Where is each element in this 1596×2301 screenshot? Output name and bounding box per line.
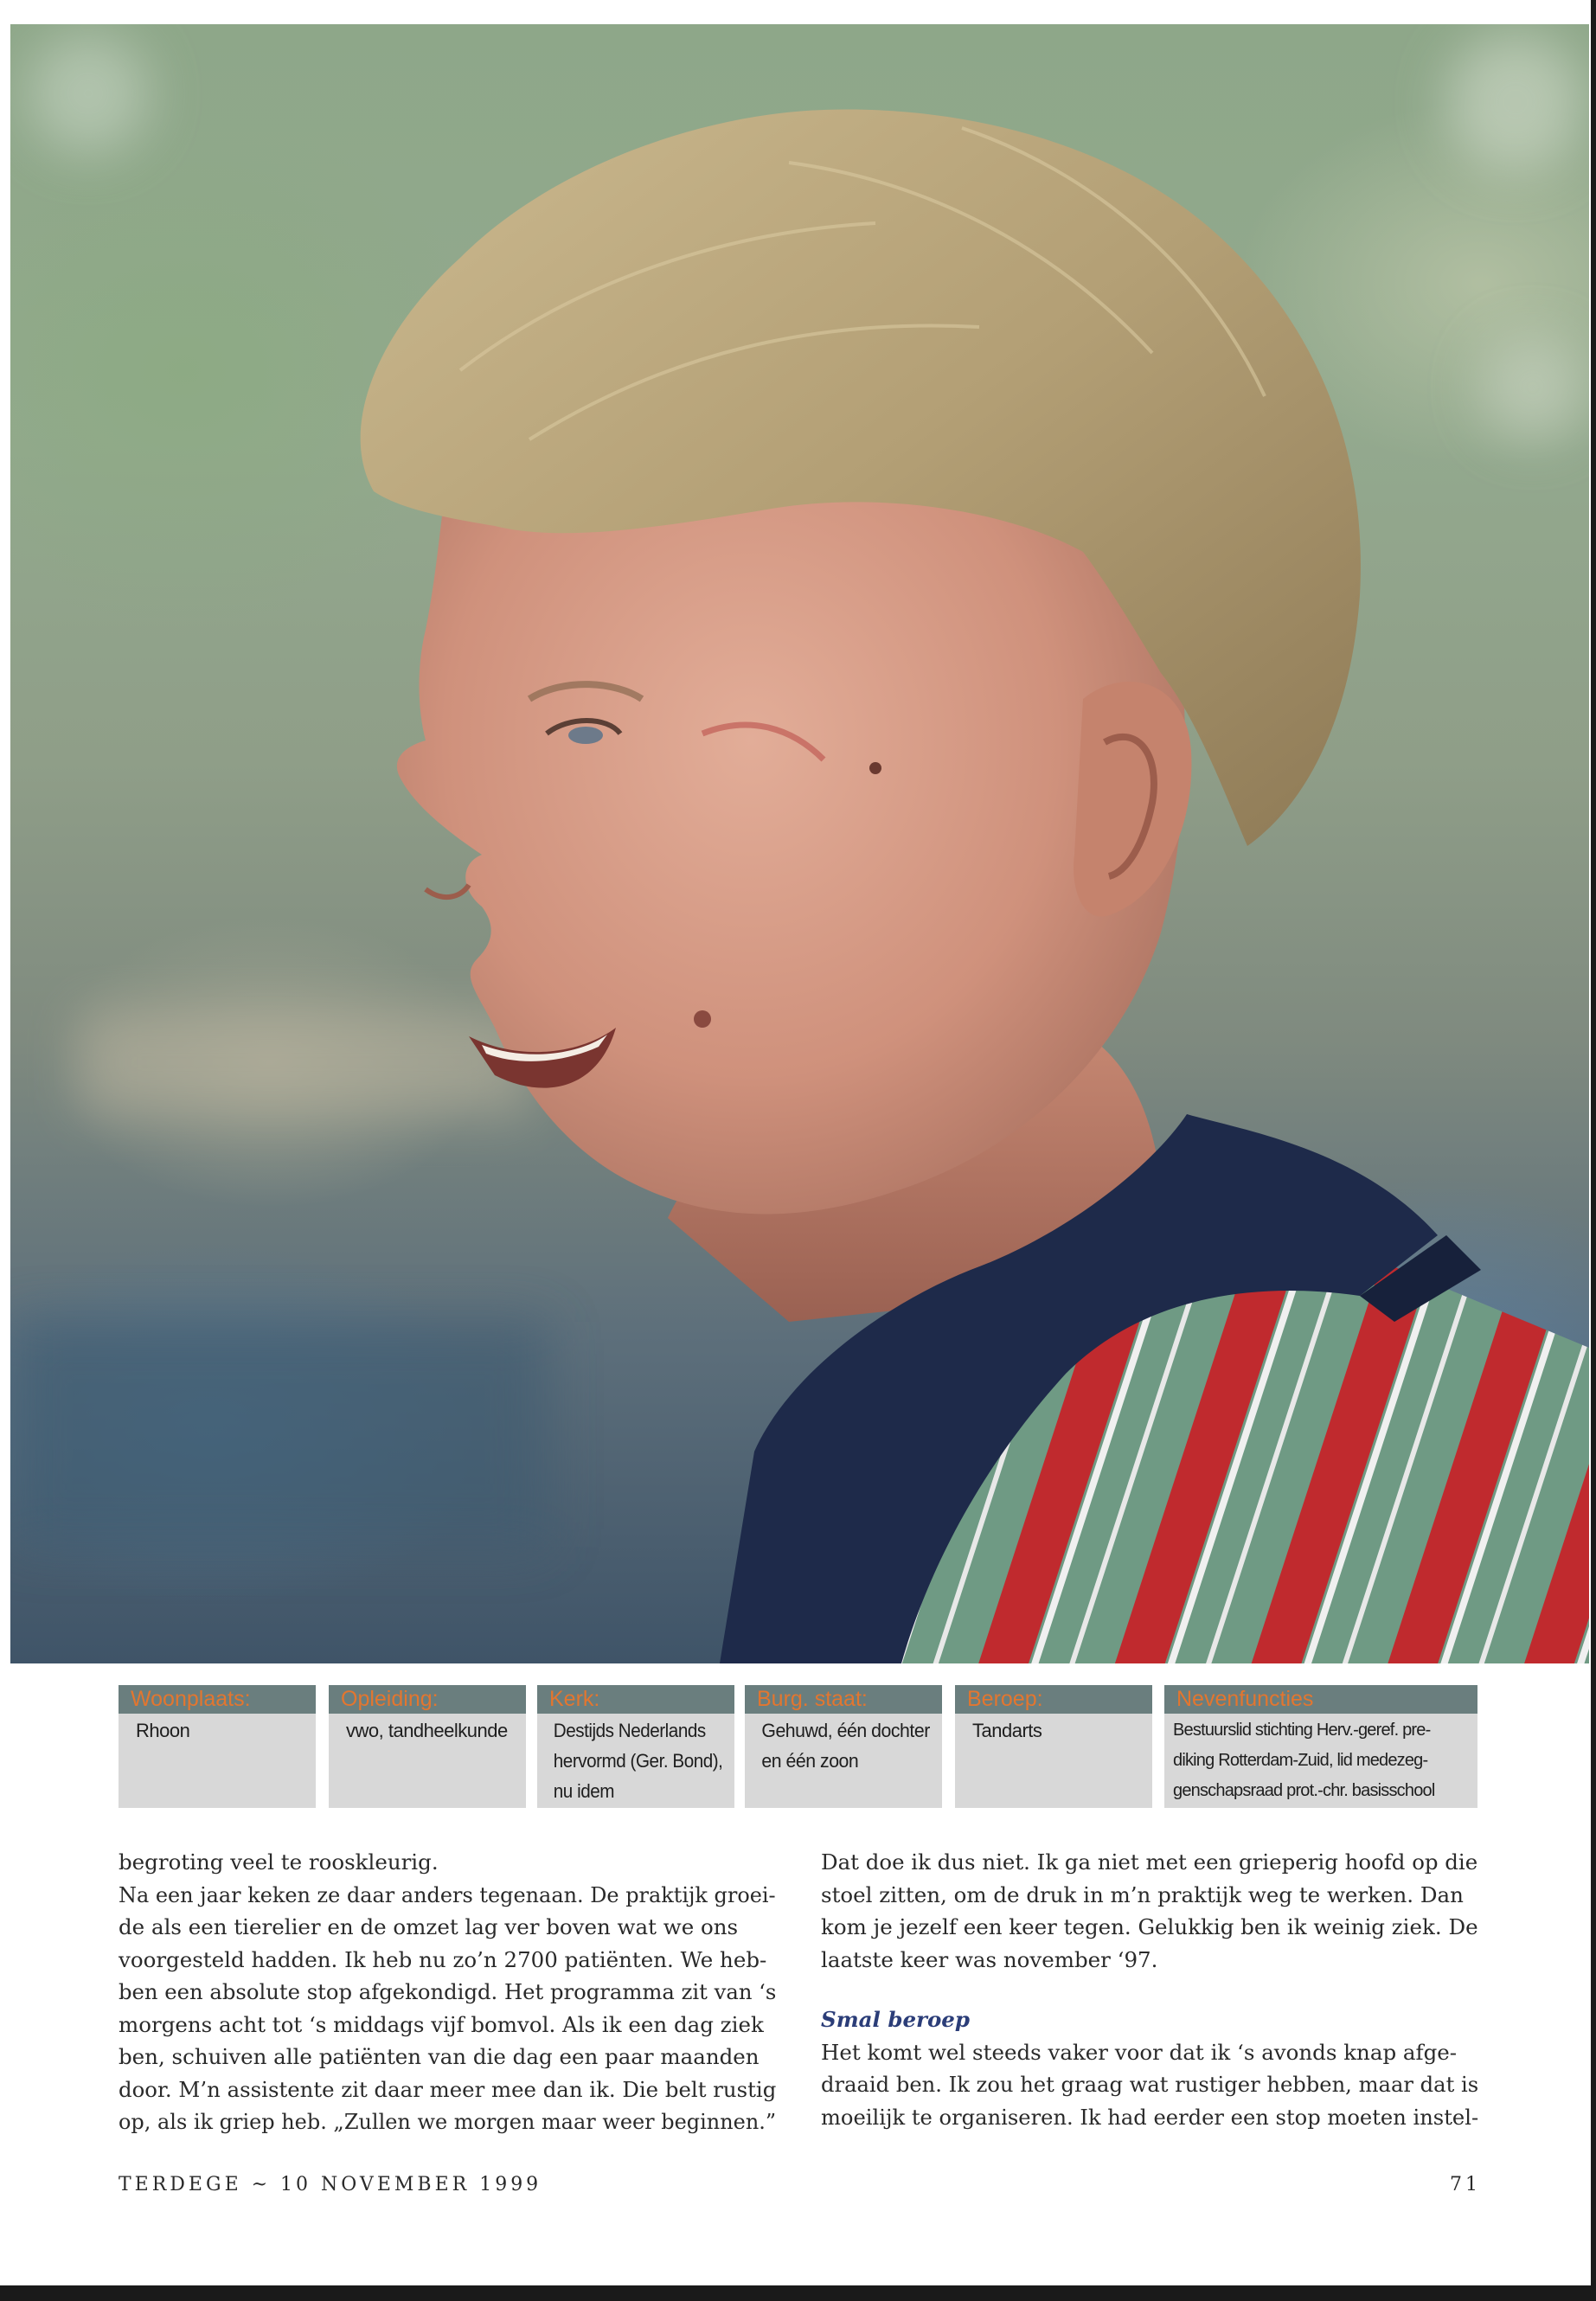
article-line: Dat doe ik dus niet. Ik ga niet met een grieperig hoofd op die xyxy=(821,1849,1478,1875)
article-line: stoel zitten, om de druk in m’n praktijk weg te werken. Dan xyxy=(821,1881,1464,1907)
article-left-column xyxy=(119,1846,776,2138)
scan-border-bottom xyxy=(0,2285,1596,2301)
article-line: voorgesteld hadden. Ik heb nu zo’n 2700 patiënten. We heb- xyxy=(119,1946,767,1972)
profile-label: Opleiding: xyxy=(329,1685,526,1714)
profile-value-line: nu idem xyxy=(553,1780,614,1802)
profile-value-line: Gehuwd, één dochter xyxy=(761,1720,930,1741)
profile-value xyxy=(119,1714,316,1746)
portrait-illustration xyxy=(10,24,1589,1663)
profile-value-line: hervormd (Ger. Bond), xyxy=(553,1750,723,1772)
article-line: begroting veel te rooskleurig. xyxy=(119,1849,439,1875)
profile-box-woonplaats xyxy=(119,1685,316,1808)
profile-value xyxy=(537,1714,722,1806)
profile-label: Nevenfuncties xyxy=(1164,1685,1477,1714)
profile-value-line: en één zoon xyxy=(761,1750,859,1772)
article-line: door. M’n assistente zit daar meer mee dan ik. Die belt rustig xyxy=(119,2076,777,2102)
article-subheading: Smal beroep xyxy=(821,2007,971,2032)
profile-value-line: genschapsraad prot.-chr. basisschool xyxy=(1173,1781,1435,1800)
article-line: moeilijk te organiseren. Ik had eerder een stop moeten instel- xyxy=(821,2104,1479,2130)
profile-label: Woonplaats: xyxy=(119,1685,316,1714)
profile-box-burg-staat xyxy=(745,1685,942,1808)
profile-box-beroep xyxy=(955,1685,1152,1808)
portrait-photo xyxy=(10,24,1589,1663)
article-line: laatste keer was november ‘97. xyxy=(821,1946,1158,1972)
profile-value xyxy=(745,1714,936,1776)
profile-value xyxy=(1164,1714,1477,1806)
profile-box-opleiding xyxy=(329,1685,526,1808)
profile-value xyxy=(329,1714,526,1746)
profile-value-line: diking Rotterdam-Zuid, lid medezeg- xyxy=(1173,1751,1428,1770)
ear xyxy=(1074,682,1191,917)
profile-value-line: Bestuurslid stichting Herv.-geref. pre- xyxy=(1173,1721,1431,1740)
article-line: op, als ik griep heb. „Zullen we morgen maar weer beginnen.” xyxy=(119,2109,777,2134)
profile-label: Burg. staat: xyxy=(745,1685,942,1714)
profile-value xyxy=(955,1714,1152,1746)
profile-value-line: Rhoon xyxy=(136,1720,190,1741)
article-line: de als een tierelier en de omzet lag ver boven wat we ons xyxy=(119,1914,739,1939)
article-line: Na een jaar keken ze daar anders tegenaan. De praktijk groei- xyxy=(119,1881,776,1907)
article-right-column xyxy=(821,1846,1478,2133)
article-line: ben een absolute stop afgekondigd. Het programma zit van ‘s xyxy=(119,1979,777,2004)
article-line: morgens acht tot ‘s middags vijf bomvol. Als ik een dag ziek xyxy=(119,2011,764,2037)
article-line: ben, schuiven alle patiënten van die dag een paar maanden xyxy=(119,2044,760,2069)
article-line: draaid ben. Ik zou het graag wat rustiger hebben, maar dat is xyxy=(821,2072,1479,2097)
profile-value-line: Destijds Nederlands xyxy=(553,1720,706,1741)
profile-value-line: Tandarts xyxy=(972,1720,1042,1741)
article-line: kom je jezelf een keer tegen. Gelukkig ben ik weinig ziek. De xyxy=(821,1914,1478,1939)
profile-label: Kerk: xyxy=(537,1685,734,1714)
profile-label: Beroep: xyxy=(955,1685,1152,1714)
footer-publication: TERDEGE ~ 10 NOVEMBER 1999 xyxy=(119,2174,542,2195)
page-top-margin xyxy=(0,0,1596,21)
profile-box-nevenfuncties xyxy=(1164,1685,1477,1808)
profile-box-kerk xyxy=(537,1685,734,1808)
scan-border-right xyxy=(1591,0,1596,2301)
article-line: Het komt wel steeds vaker voor dat ik ‘s avonds knap afge- xyxy=(821,2039,1458,2065)
profile-value-line: vwo, tandheelkunde xyxy=(346,1720,508,1741)
page-number: 71 xyxy=(1450,2174,1481,2195)
